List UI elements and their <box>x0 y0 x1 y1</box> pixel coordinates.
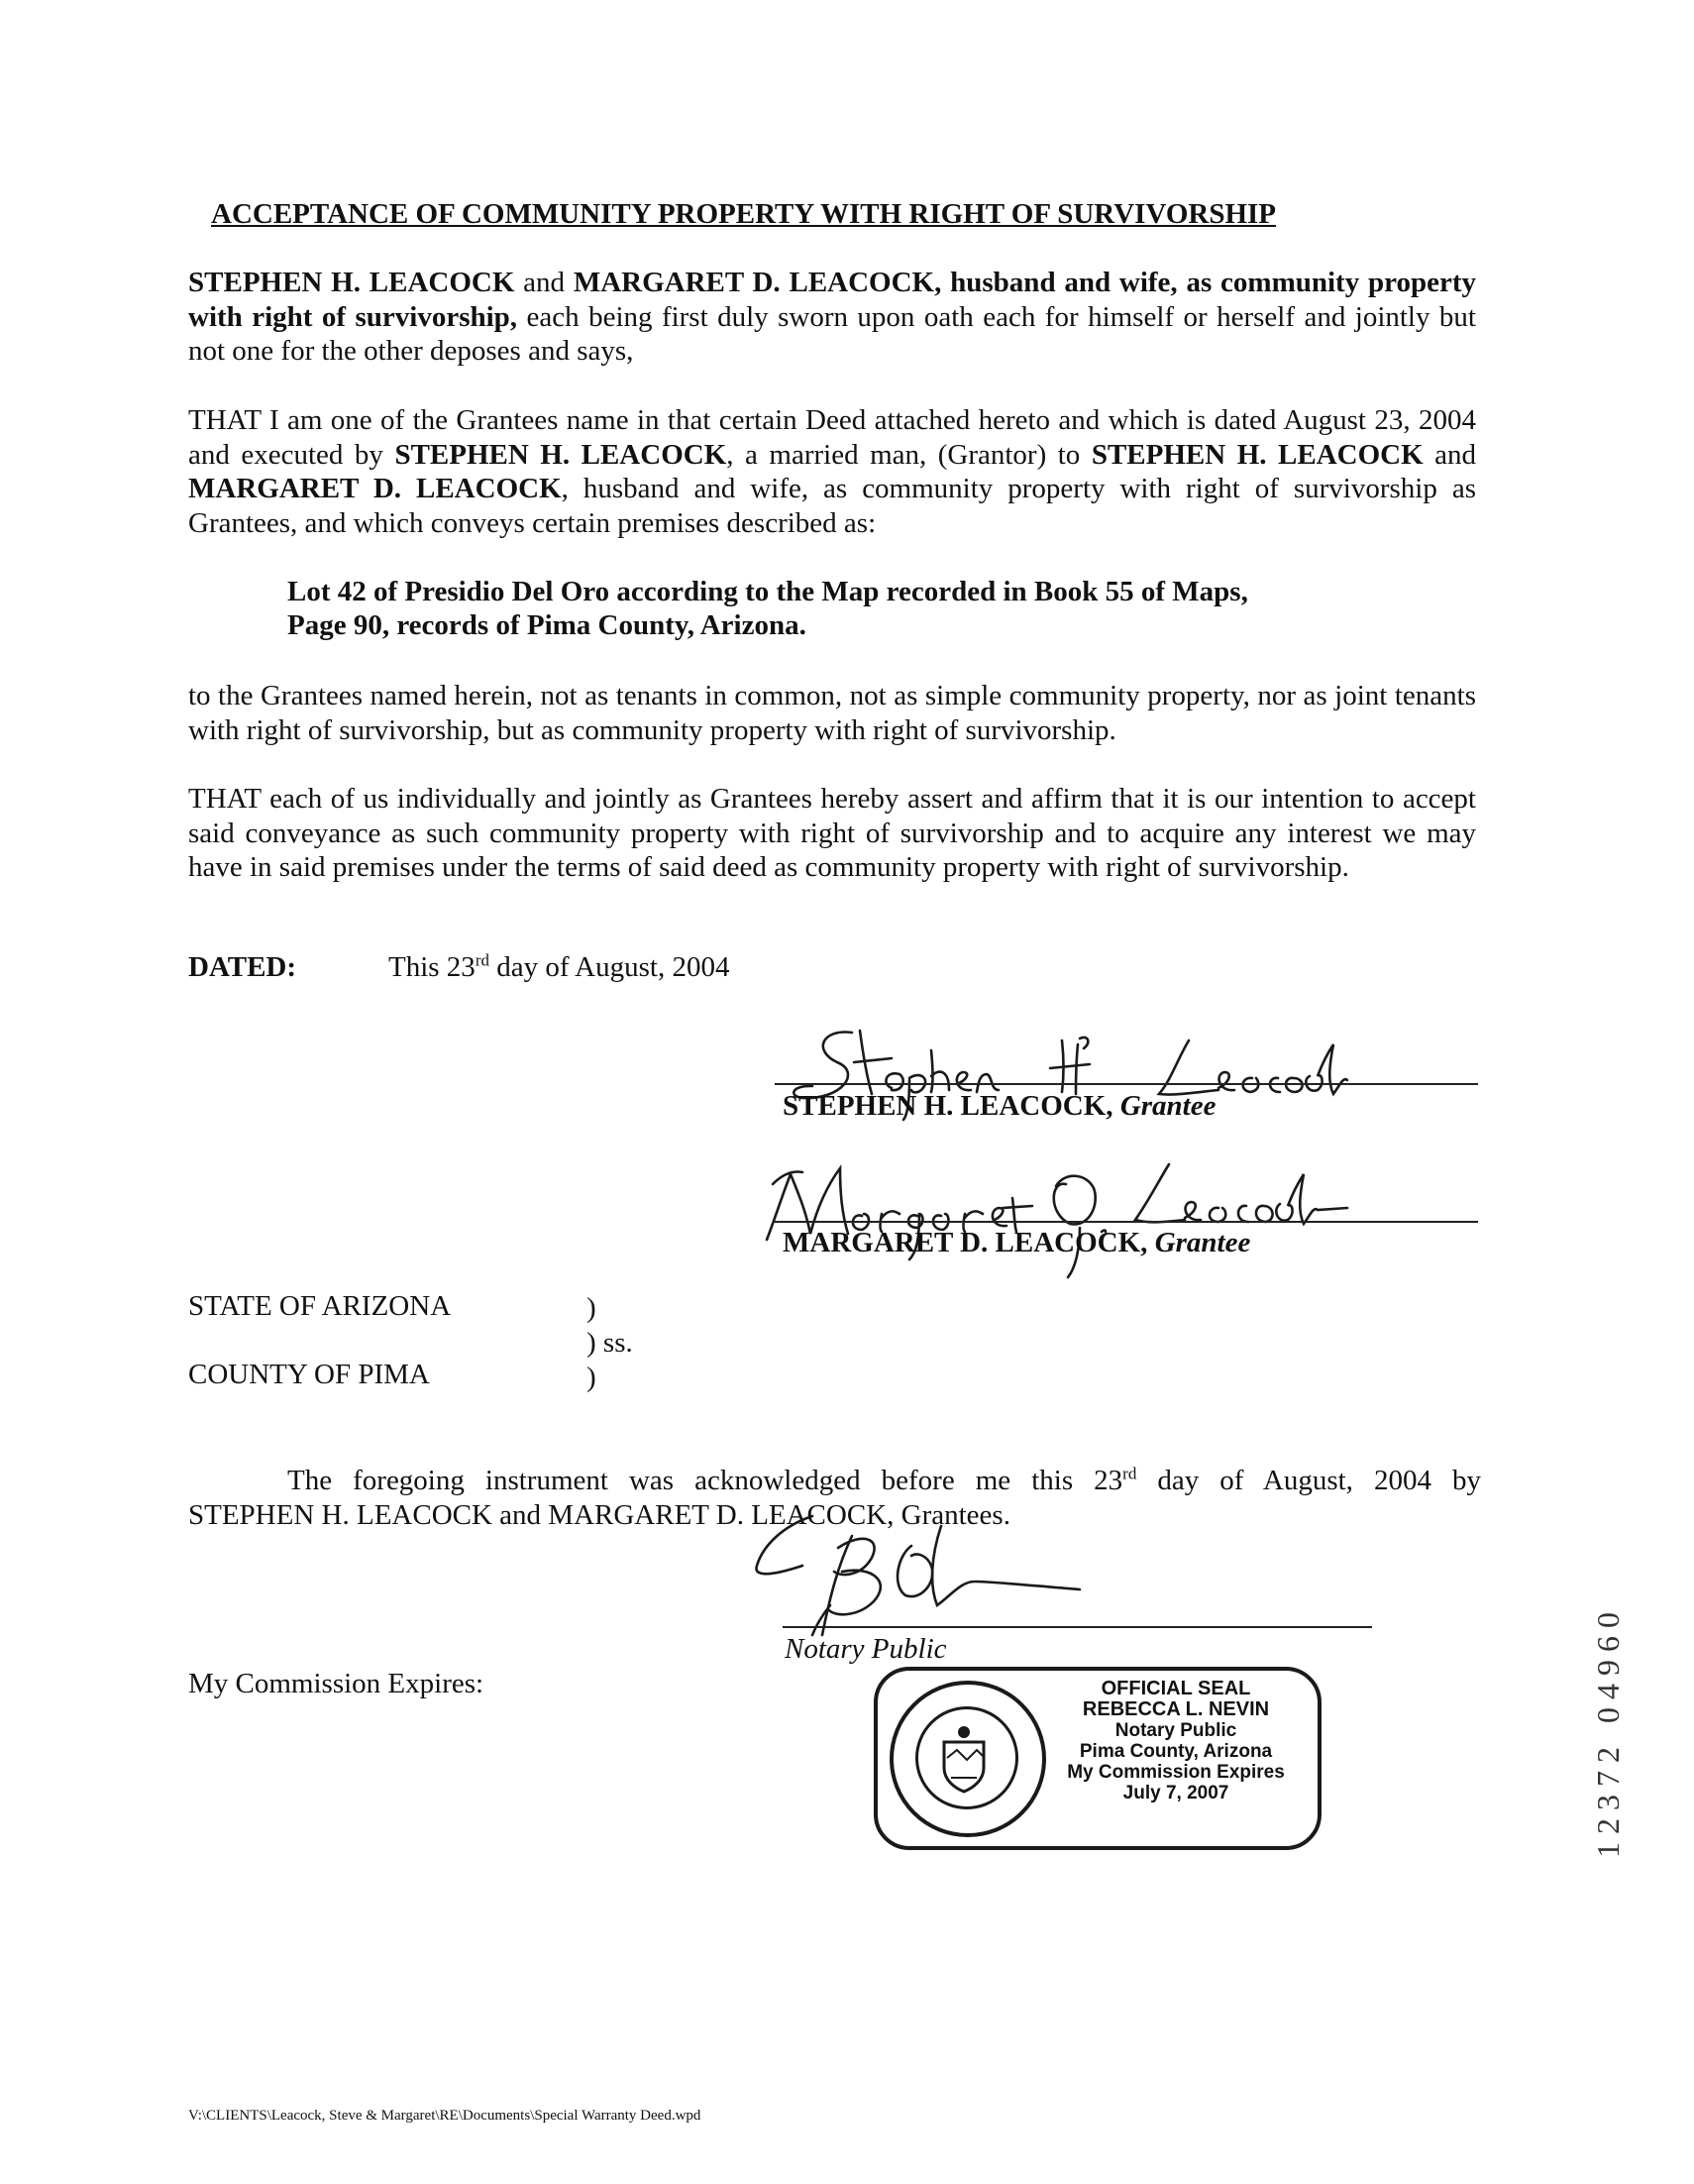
venue-paren-1: ) <box>586 1292 596 1324</box>
margaret-role: Grantee <box>1154 1227 1251 1258</box>
stephen-role: Grantee <box>1119 1090 1217 1122</box>
stephen-printed-name: STEPHEN H. LEACOCK, <box>783 1090 1113 1122</box>
grantee-name-1: STEPHEN H. LEACOCK <box>1091 438 1424 471</box>
intention-paragraph: THAT each of us individually and jointly as Grantees hereby assert and affirm that it is our intention to accept said conveyance as such community property with right of survivorship and to acquire any interest we may have in said premises under the terms of said deed as community property with right of survivorship. <box>188 783 1476 883</box>
lot-line-2: Page 90, records of Pima County, Arizona. <box>287 609 806 641</box>
acknowledgment-line-2: STEPHEN H. LEACOCK and MARGARET D. LEACOCK, Grantees. <box>188 1499 1010 1531</box>
footer-file-path: V:\CLIENTS\Leacock, Steve & Margaret\RE\Documents\Special Warranty Deed.wpd <box>188 2108 701 2124</box>
state-seal-shield-icon <box>890 1681 1038 1829</box>
grantee-name-margaret: MARGARET D. LEACOCK, husband and wife, as community property with right of survivorship, <box>188 267 1476 333</box>
seal-line-3: Notary Public <box>1114 1720 1237 1741</box>
dated-pre: This 23 <box>388 951 476 983</box>
margaret-printed-name: MARGARET D. LEACOCK, <box>783 1227 1148 1258</box>
intro-paragraph <box>188 266 1476 369</box>
commission-expires-label: My Commission Expires: <box>188 1668 484 1699</box>
margaret-signature-caption <box>783 1227 1250 1259</box>
ack-sup: rd <box>1122 1464 1137 1483</box>
notary-seal-stamp <box>874 1667 1322 1850</box>
stephen-signature-caption <box>783 1090 1216 1123</box>
seal-line-6: July 7, 2007 <box>1122 1783 1229 1803</box>
notary-public-label: Notary Public <box>785 1633 947 1665</box>
grantee-name-stephen: STEPHEN H. LEACOCK <box>188 267 515 298</box>
deed-text-2: , a married man, (Grantor) to <box>726 438 1092 471</box>
grantor-name: STEPHEN H. LEACOCK <box>394 438 727 471</box>
seal-text-block <box>1046 1679 1306 1803</box>
venue-paren-2: ) <box>586 1362 596 1393</box>
deed-text-1: THAT I am one of the Grantees name in that certain Deed attached hereto and which is dated August 23, 2004 and executed by <box>188 404 1476 471</box>
grantees-paragraph: to the Grantees named herein, not as tenants in common, not as simple community property, nor as joint tenants with right of survivorship, but as community property with right of survivorship. <box>188 680 1476 746</box>
deed-text-4: , husband and wife, as community property with right of survivorship as Grantees, and which conveys certain premises described as: <box>188 473 1476 539</box>
deed-reference-paragraph <box>188 403 1476 540</box>
grantee-name-2: MARGARET D. LEACOCK <box>188 473 562 504</box>
dated-sup: rd <box>475 950 489 970</box>
dated-text <box>388 951 729 984</box>
intro-and: and <box>514 267 574 298</box>
ack-post: day of August, 2004 by <box>1136 1465 1481 1496</box>
deed-text-3: and <box>1423 438 1477 471</box>
stephen-signature-line <box>775 1083 1478 1085</box>
intro-rest: each being first duly sworn upon oath each for himself or herself and jointly but not one for the other deposes and says, <box>188 300 1476 367</box>
venue-ss: ) ss. <box>586 1327 633 1359</box>
document-title: ACCEPTANCE OF COMMUNITY PROPERTY WITH RIGHT OF SURVIVORSHIP <box>211 198 1277 230</box>
dated-label: DATED: <box>188 951 297 983</box>
state-seal-emblem <box>890 1681 1046 1837</box>
seal-line-5: My Commission Expires <box>1067 1762 1285 1783</box>
venue-county: COUNTY OF PIMA <box>188 1359 430 1390</box>
seal-line-4: Pima County, Arizona <box>1079 1741 1273 1762</box>
notary-handwritten-signature <box>743 1486 1159 1655</box>
notary-signature-line <box>783 1626 1372 1628</box>
ack-pre: The foregoing instrument was acknowledged before me this 23 <box>287 1465 1123 1496</box>
seal-line-1: OFFICIAL SEAL <box>1101 1678 1251 1699</box>
margaret-signature-line <box>775 1221 1478 1223</box>
dated-post: day of August, 2004 <box>488 951 730 983</box>
lot-line-1: Lot 42 of Presidio Del Oro according to the Map recorded in Book 55 of Maps, <box>287 576 1248 607</box>
margaret-handwritten-signature <box>753 1145 1446 1283</box>
lot-description <box>287 575 1456 642</box>
venue-state: STATE OF ARIZONA <box>188 1290 452 1322</box>
recording-number: 12372 04960 <box>1590 1604 1626 1858</box>
seal-line-2: REBECCA L. NEVIN <box>1082 1698 1270 1720</box>
